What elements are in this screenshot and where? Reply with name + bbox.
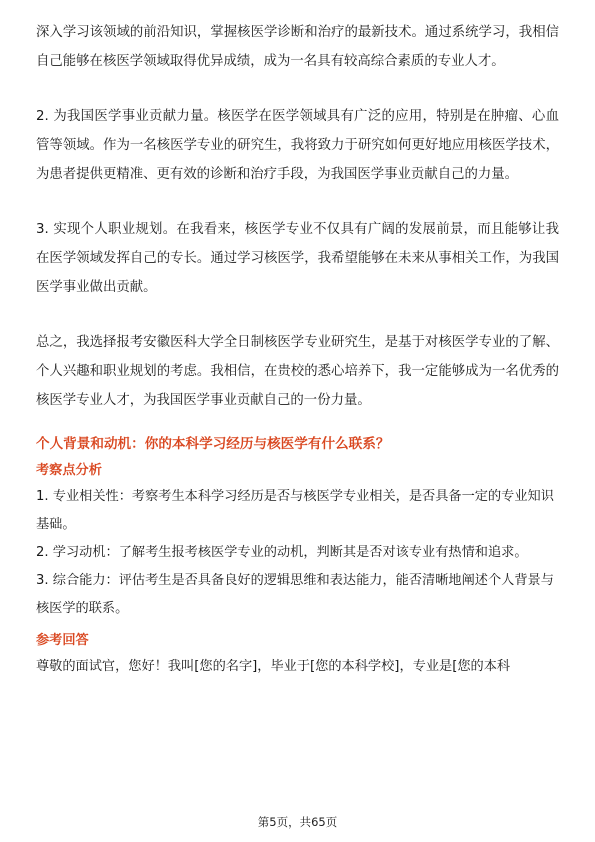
page-footer: 第5页，共65页: [257, 815, 338, 829]
analysis-item: 2. 学习动机：了解考生报考核医学专业的动机，判断其是否对该专业有热情和追求。: [36, 545, 528, 560]
paragraph-intro-continuation: 深入学习该领域的前沿知识，掌握核医学诊断和治疗的最新技术。通过系统学习，我相信自己能够在核医学领域取得优异成绩，成为一名具有较高综合素质的专业人才。: [36, 25, 559, 69]
analysis-item: 1. 专业相关性：考察考生本科学习经历是否与核医学专业相关，是否具备一定的专业知识基础。: [36, 489, 554, 532]
answer-heading: 参考回答: [36, 633, 89, 648]
answer-text: 尊敬的面试官，您好！我叫[您的名字]，毕业于[您的本科学校]，专业是[您的本科: [36, 659, 511, 674]
paragraph-point-2: 2. 为我国医学事业贡献力量。核医学在医学领域具有广泛的应用，特别是在肿瘤、心血管等领域。作为一名核医学专业的研究生，我将致力于研究如何更好地应用核医学技术，为患者提供更精准、更有效的诊断和治疗手段，为我国医学事业贡献自己的力量。: [36, 109, 559, 182]
question-block: [36, 431, 559, 681]
document-page: [36, 18, 559, 681]
question-heading: 个人背景和动机：你的本科学习经历与核医学有什么联系？: [36, 436, 390, 452]
paragraph-conclusion: 总之，我选择报考安徽医科大学全日制核医学专业研究生，是基于对核医学专业的了解、个人兴趣和职业规划的考虑。我相信，在贵校的悉心培养下，我一定能够成为一名优秀的核医学专业人才，为我国医学事业贡献自己的一份力量。: [36, 335, 559, 408]
analysis-item: 3. 综合能力：评估考生是否具备良好的逻辑思维和表达能力，能否清晰地阐述个人背景与核医学的联系。: [36, 573, 554, 616]
analysis-heading: 考察点分析: [36, 463, 102, 478]
paragraph-point-3: 3. 实现个人职业规划。在我看来，核医学专业不仅具有广阔的发展前景，而且能够让我在医学领域发挥自己的专长。通过学习核医学，我希望能够在未来从事相关工作，为我国医学事业做出贡献。: [36, 222, 559, 295]
